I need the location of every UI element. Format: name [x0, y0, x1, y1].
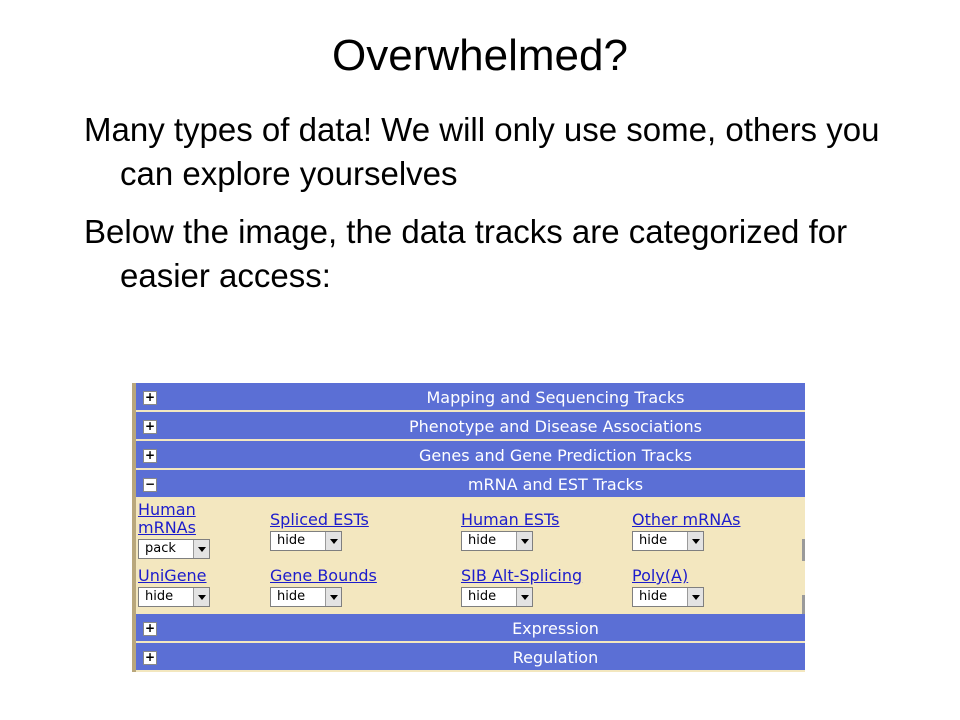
group-bar-genes[interactable] [136, 441, 805, 470]
track-link[interactable]: Human ESTs [461, 510, 560, 529]
track-groups-screenshot [132, 383, 805, 672]
group-label: Expression [512, 619, 599, 638]
chevron-down-icon[interactable] [193, 540, 209, 558]
group-label: Mapping and Sequencing Tracks [426, 388, 685, 407]
group-bar-regulation[interactable] [136, 643, 805, 672]
group-bar-phenotype[interactable] [136, 412, 805, 441]
expand-icon[interactable]: + [144, 419, 156, 433]
track-link[interactable]: Gene Bounds [270, 566, 377, 585]
group-bar-expression[interactable] [136, 614, 805, 643]
track-mode-select[interactable] [270, 531, 342, 551]
select-value: hide [639, 533, 668, 548]
track-link[interactable]: Other mRNAs [632, 510, 741, 529]
chevron-down-icon[interactable] [516, 588, 532, 606]
chevron-down-icon[interactable] [325, 588, 341, 606]
track-unigene [138, 567, 210, 607]
group-label: Genes and Gene Prediction Tracks [419, 446, 692, 465]
select-value: hide [145, 589, 174, 604]
collapse-icon[interactable]: − [144, 477, 156, 491]
track-mode-select[interactable] [632, 531, 704, 551]
bullet-text: Many types of data! We will only use some, others you can explore yourselves [84, 111, 880, 192]
mrna-est-tracks [136, 499, 805, 611]
expand-icon[interactable]: + [144, 448, 156, 462]
chevron-down-icon[interactable] [687, 532, 703, 550]
track-human-ests [461, 511, 560, 551]
track-mode-select[interactable] [138, 587, 210, 607]
track-link[interactable]: Poly(A) [632, 566, 689, 585]
track-other-mrnas [632, 511, 740, 551]
chevron-down-icon[interactable] [193, 588, 209, 606]
expand-icon[interactable]: + [144, 621, 156, 635]
bullet-list [84, 108, 904, 312]
bullet-item [84, 210, 904, 298]
group-label: mRNA and EST Tracks [467, 475, 644, 494]
track-mode-select[interactable] [632, 587, 704, 607]
group-bar-mapping[interactable] [136, 383, 805, 412]
slide-title: Overwhelmed? [332, 31, 628, 80]
track-link[interactable]: Spliced ESTs [270, 510, 369, 529]
track-link[interactable]: Human mRNAs [138, 500, 196, 537]
cropped-control-edge [802, 539, 805, 561]
track-human-mrnas [138, 501, 248, 559]
track-mode-select[interactable] [138, 539, 210, 559]
track-gene-bounds [270, 567, 377, 607]
track-mode-select[interactable] [461, 531, 533, 551]
bullet-item [84, 108, 904, 196]
select-value: hide [277, 533, 306, 548]
track-spliced-ests [270, 511, 369, 551]
expand-icon[interactable]: + [144, 650, 156, 664]
track-link[interactable]: UniGene [138, 566, 207, 585]
group-label: Regulation [512, 648, 599, 667]
bullet-text: Below the image, the data tracks are categorized for easier access: [84, 213, 848, 294]
track-sib-alt-splicing [461, 567, 582, 607]
track-mode-select[interactable] [270, 587, 342, 607]
group-bar-mrna-est[interactable] [136, 470, 805, 499]
track-mode-select[interactable] [461, 587, 533, 607]
select-value: pack [145, 541, 176, 556]
chevron-down-icon[interactable] [516, 532, 532, 550]
select-value: hide [639, 589, 668, 604]
select-value: hide [277, 589, 306, 604]
group-label: Phenotype and Disease Associations [408, 417, 703, 436]
expand-icon[interactable]: + [144, 390, 156, 404]
chevron-down-icon[interactable] [687, 588, 703, 606]
select-value: hide [468, 533, 497, 548]
chevron-down-icon[interactable] [325, 532, 341, 550]
track-link[interactable]: SIB Alt-Splicing [461, 566, 583, 585]
track-poly-a [632, 567, 704, 607]
select-value: hide [468, 589, 497, 604]
